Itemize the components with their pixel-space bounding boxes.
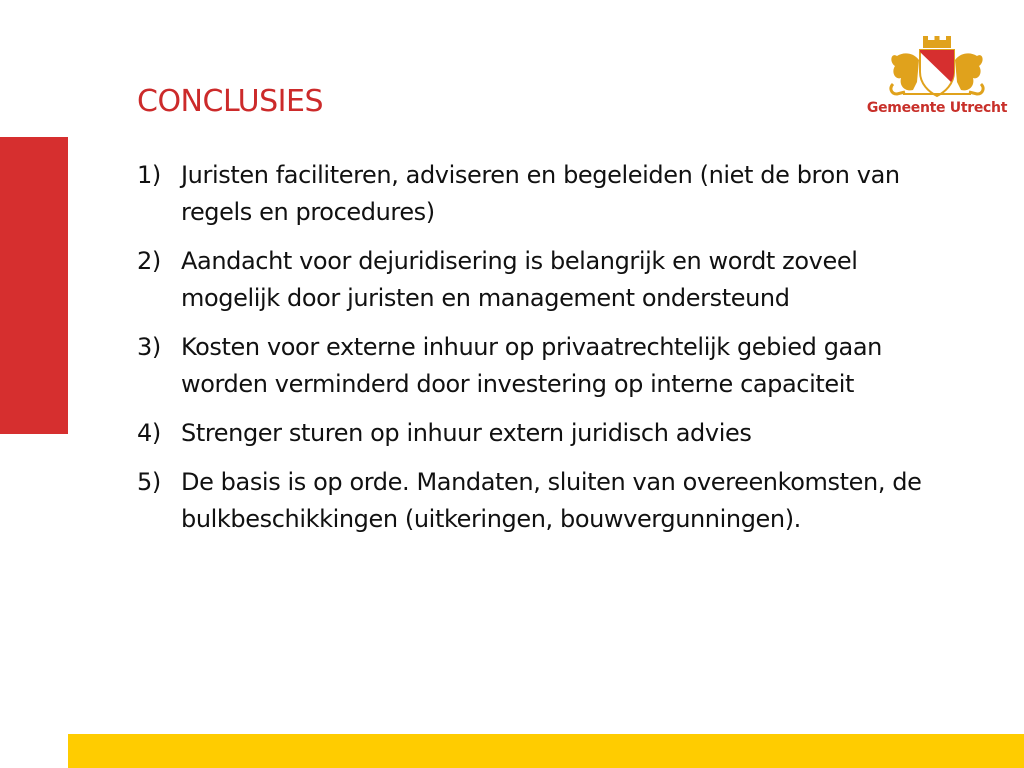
item-text: Aandacht voor dejuridisering is belangrijk en wordt zoveel mogelijk door juristen en management ondersteund: [181, 247, 858, 312]
item-text: Juristen faciliteren, adviseren en begeleiden (niet de bron van regels en procedures): [181, 161, 900, 226]
list-item: [137, 415, 957, 452]
item-number: 2): [137, 247, 161, 275]
yellow-footer-bar: [68, 734, 1024, 768]
list-item: [137, 329, 957, 403]
item-text: Kosten voor externe inhuur op privaatrechtelijk gebied gaan worden verminderd door investering op interne capaciteit: [181, 333, 882, 398]
slide-title: CONCLUSIES: [137, 84, 324, 119]
item-text: De basis is op orde. Mandaten, sluiten van overeenkomsten, de bulkbeschikkingen (uitkeringen, bouwvergunningen).: [181, 468, 922, 533]
conclusions-list: [137, 157, 957, 550]
item-number: 3): [137, 333, 161, 361]
item-number: 5): [137, 468, 161, 496]
logo-wordmark: Gemeente Utrecht: [866, 100, 1008, 116]
red-accent-bar: [0, 137, 68, 434]
item-number: 4): [137, 419, 161, 447]
list-item: [137, 464, 957, 538]
coat-of-arms-icon: [885, 36, 989, 98]
item-text: Strenger sturen op inhuur extern juridisch advies: [181, 419, 752, 447]
list-item: [137, 243, 957, 317]
list-item: [137, 157, 957, 231]
gemeente-utrecht-logo: [866, 36, 1008, 126]
item-number: 1): [137, 161, 161, 189]
